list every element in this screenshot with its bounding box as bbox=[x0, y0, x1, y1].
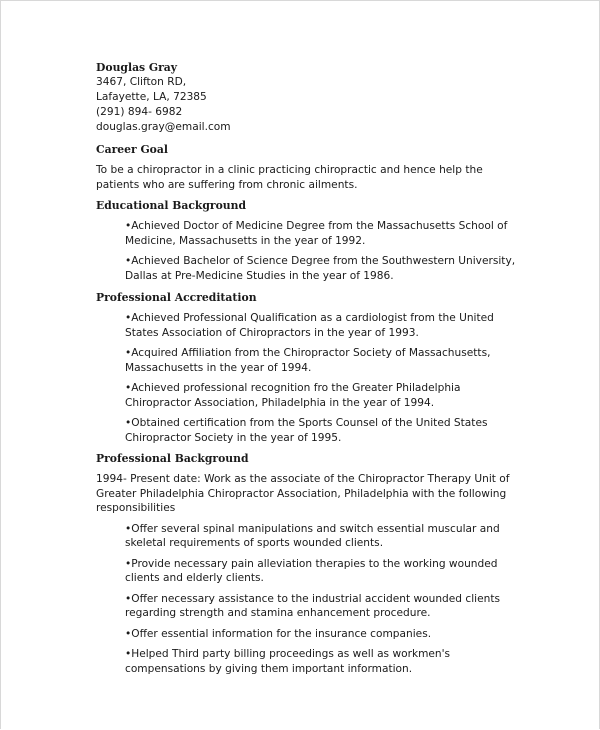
accreditation-section bbox=[96, 291, 516, 445]
professional-background-section bbox=[96, 452, 516, 676]
education-item-text: Achieved Bachelor of Science Degree from the Southwestern University, Dallas at Pre-Medicine Studies in the year of 1986. bbox=[125, 255, 516, 282]
bullet-icon: • bbox=[125, 592, 132, 605]
accreditation-item bbox=[125, 311, 516, 340]
responsibility-item bbox=[125, 557, 516, 586]
responsibility-item-text: Provide necessary pain alleviation therapies to the working wounded clients and elderly clients. bbox=[125, 557, 498, 584]
accreditation-item bbox=[125, 416, 516, 445]
resume-content bbox=[96, 60, 516, 676]
education-item bbox=[125, 254, 516, 283]
bullet-icon: • bbox=[125, 347, 132, 359]
career-goal-section bbox=[96, 143, 516, 192]
address-line-1: 3467, Clifton RD, bbox=[96, 76, 187, 88]
responsibility-item-text: Offer several spinal manipulations and switch essential muscular and skeletal requirements of sports wounded clients. bbox=[125, 522, 500, 549]
bullet-icon: • bbox=[125, 648, 132, 660]
bullet-icon: • bbox=[125, 557, 132, 570]
accreditation-item bbox=[125, 381, 516, 410]
bullet-icon: • bbox=[125, 220, 132, 232]
address-line-2: Lafayette, LA, 72385 bbox=[96, 91, 207, 103]
responsibilities-list bbox=[96, 522, 516, 677]
accreditation-item-text: Achieved Professional Qualification as a cardiologist from the United States Association of Chiropractors in the year of 1993. bbox=[125, 312, 494, 339]
education-list bbox=[96, 219, 516, 283]
accreditation-item bbox=[125, 346, 516, 375]
responsibility-item bbox=[125, 592, 516, 621]
responsibility-item-text: Offer necessary assistance to the industrial accident wounded clients regarding strength and stamina enhancement procedure. bbox=[125, 592, 500, 619]
responsibility-item bbox=[125, 522, 516, 551]
applicant-name: Douglas Gray bbox=[96, 61, 178, 74]
professional-background-intro: 1994- Present date: Work as the associate of the Chiropractor Therapy Unit of Greater Philadelphia Chiropractor Association, Philadelphia with the following responsibilities bbox=[96, 473, 510, 514]
education-item-text: Achieved Doctor of Medicine Degree from the Massachusetts School of Medicine, Massachusetts in the year of 1992. bbox=[125, 220, 508, 247]
bullet-icon: • bbox=[125, 522, 132, 535]
education-item bbox=[125, 219, 516, 248]
accreditation-item-text: Achieved professional recognition fro the Greater Philadelphia Chiropractor Association, Philadelphia in the year of 1994. bbox=[125, 382, 461, 409]
bullet-icon: • bbox=[125, 417, 132, 429]
bullet-icon: • bbox=[125, 255, 132, 267]
education-section bbox=[96, 199, 516, 283]
career-goal-text: To be a chiropractor in a clinic practicing chiropractic and hence help the patients who are suffering from chronic ailments. bbox=[96, 164, 483, 191]
accreditation-item-text: Obtained certification from the Sports Counsel of the United States Chiropractor Society in the year of 1995. bbox=[125, 417, 488, 444]
bullet-icon: • bbox=[125, 312, 132, 324]
email-address: douglas.gray@email.com bbox=[96, 121, 231, 133]
responsibility-item bbox=[125, 627, 516, 642]
education-heading: Educational Background bbox=[96, 199, 247, 212]
bullet-icon: • bbox=[125, 382, 132, 394]
responsibility-item bbox=[125, 647, 516, 676]
phone-number: (291) 894- 6982 bbox=[96, 106, 183, 118]
professional-background-heading: Professional Background bbox=[96, 452, 249, 465]
contact-block bbox=[96, 60, 516, 135]
accreditation-list bbox=[96, 311, 516, 445]
career-goal-heading: Career Goal bbox=[96, 143, 168, 156]
responsibility-item-text: Offer essential information for the insurance companies. bbox=[131, 627, 432, 640]
bullet-icon: • bbox=[125, 627, 132, 640]
accreditation-heading: Professional Accreditation bbox=[96, 291, 257, 304]
responsibility-item-text: Helped Third party billing proceedings as well as workmen's compensations by giving them important information. bbox=[125, 648, 451, 675]
accreditation-item-text: Acquired Affiliation from the Chiropractor Society of Massachusetts, Massachusetts in the year of 1994. bbox=[125, 347, 491, 374]
